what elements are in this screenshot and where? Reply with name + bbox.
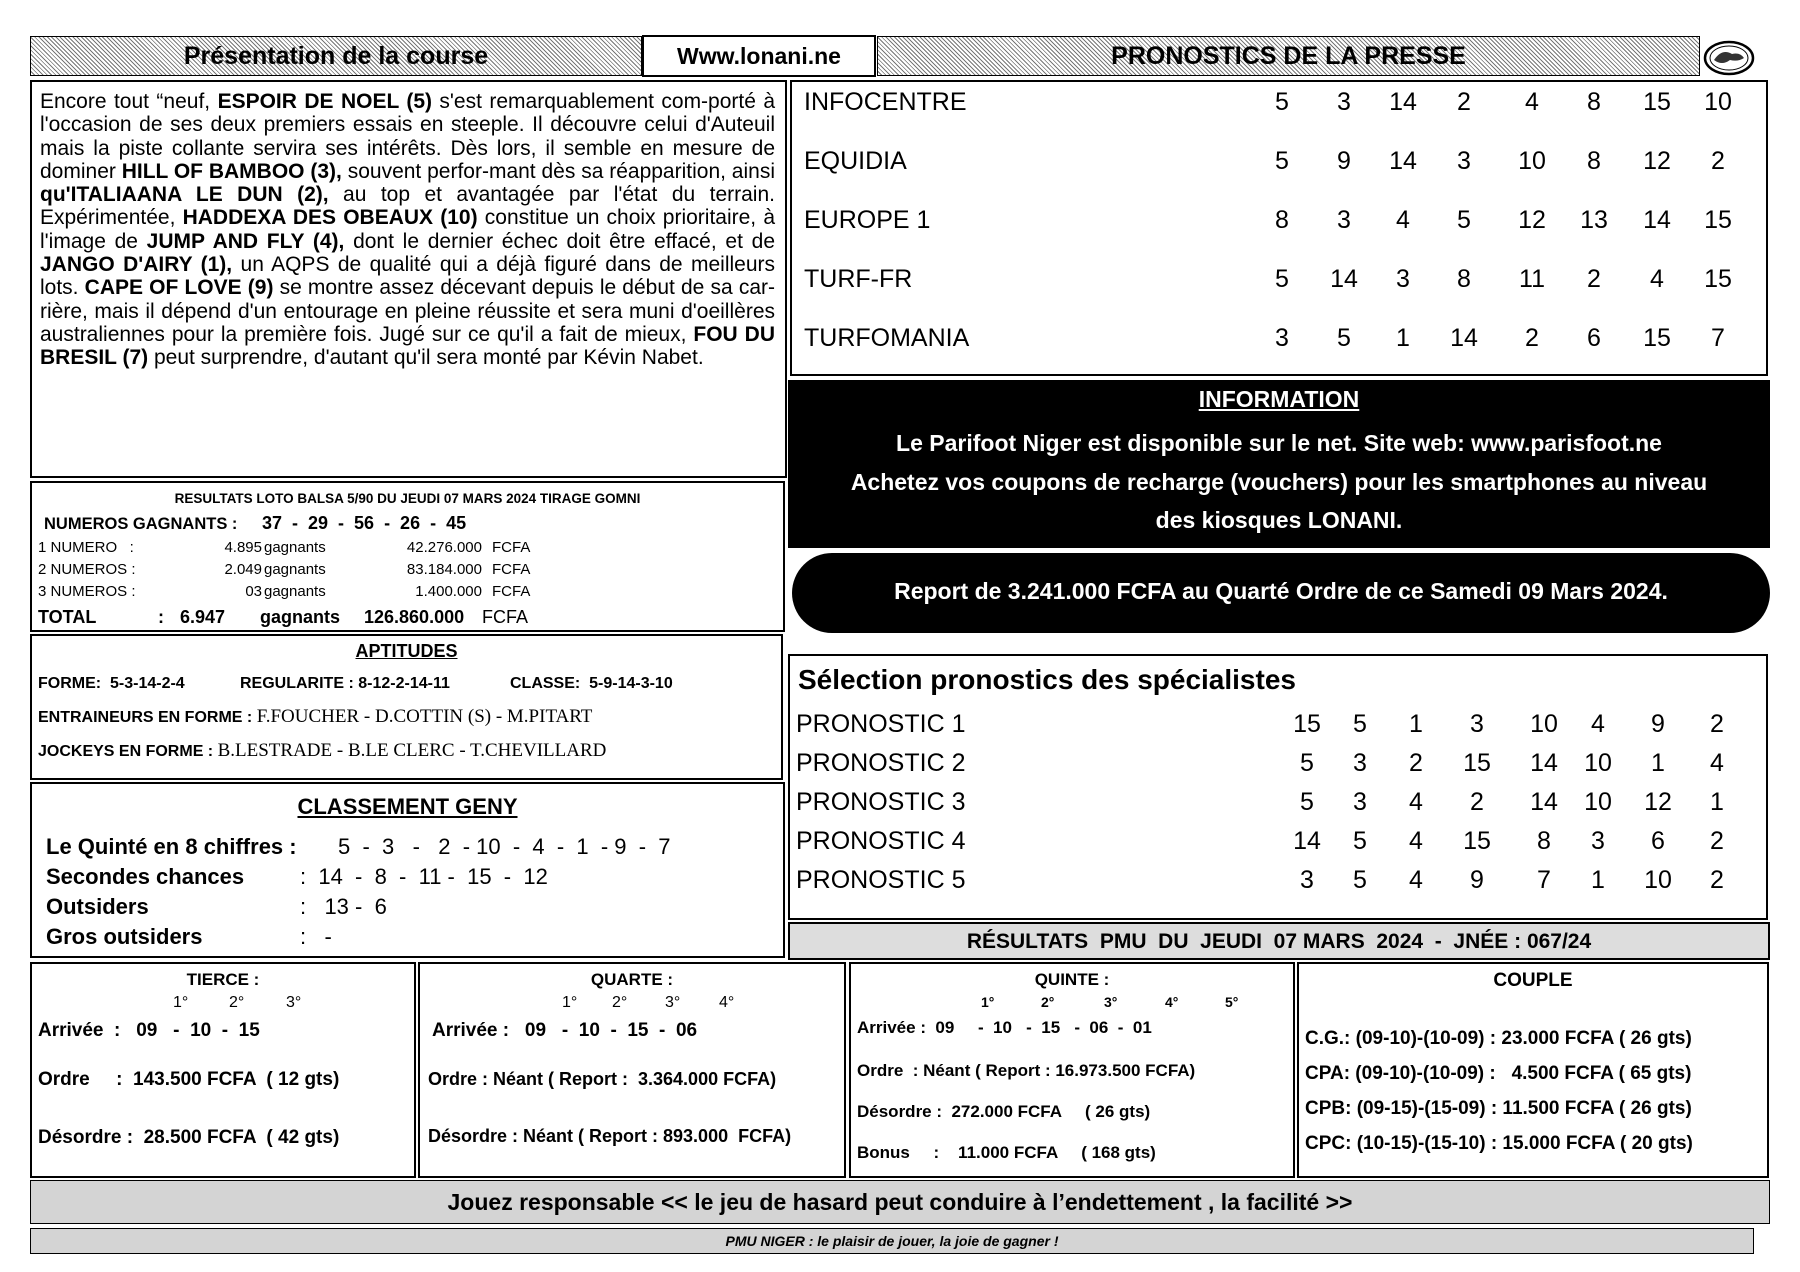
selection-number: 15 (1463, 749, 1491, 777)
press-source-name: TURF-FR (804, 265, 913, 293)
selection-pronostic-name: PRONOSTIC 3 (796, 788, 966, 816)
quinte-arrivee: Arrivée : 09 - 10 - 15 - 06 - 01 (857, 1018, 1152, 1037)
quinte-bonus: Bonus : 11.000 FCFA ( 168 gts) (857, 1143, 1156, 1162)
press-source-name: TURFOMANIA (804, 324, 970, 352)
press-row (804, 318, 1766, 358)
selection-number: 9 (1651, 710, 1665, 738)
report-text: Report de 3.241.000 FCFA au Quarté Ordre de ce Samedi 09 Mars 2024. (894, 578, 1668, 604)
tierce-place-2: 2° (229, 994, 245, 1011)
report-banner (792, 553, 1770, 633)
information-title: INFORMATION (1198, 386, 1360, 412)
selection-row (796, 823, 1796, 859)
quinte-place-2: 2° (1041, 994, 1055, 1010)
loto-winners-label: NUMEROS GAGNANTS : (44, 515, 238, 533)
press-number: 1 (1396, 324, 1410, 352)
loto-row-amount: 83.184.000 (406, 561, 482, 578)
selection-number: 2 (1409, 749, 1423, 777)
press-number: 10 (1704, 88, 1732, 116)
loto-total-colon: : (158, 607, 164, 627)
loto-row-word: gagnants (264, 561, 326, 578)
press-number: 3 (1457, 147, 1471, 175)
quarte-desordre: Désordre : Néant ( Report : 893.000 FCFA) (428, 1126, 792, 1146)
couple-box (1297, 962, 1769, 1178)
press-number: 3 (1337, 88, 1351, 116)
press-header (877, 36, 1700, 76)
loto-row-label: 2 NUMEROS : (38, 561, 136, 578)
selection-number: 14 (1293, 827, 1321, 855)
couple-cpa: CPA: (09-10)-(10-09) : 4.500 FCFA ( 65 gts) (1305, 1063, 1692, 1084)
press-number: 15 (1704, 206, 1732, 234)
information-line-1: Le Parifoot Niger est disponible sur le net. Site web: www.parisfoot.ne (896, 430, 1662, 456)
press-row (804, 259, 1766, 299)
press-number: 15 (1704, 265, 1732, 293)
selection-number: 2 (1710, 710, 1724, 738)
selection-number: 5 (1300, 749, 1314, 777)
selection-box (788, 654, 1768, 920)
loto-row-word: gagnants (264, 539, 326, 556)
aptitudes-classe-row: CLASSE: 5-9-14-3-10 (510, 675, 673, 692)
geny-row-value: : 13 - 6 (300, 894, 387, 919)
press-number: 2 (1457, 88, 1471, 116)
press-number: 2 (1587, 265, 1601, 293)
selection-row (796, 745, 1796, 781)
horse-espoir-de-noel: ESPOIR DE NOEL (5) (217, 90, 432, 113)
press-number: 14 (1450, 324, 1478, 352)
press-number: 9 (1337, 147, 1351, 175)
loto-row-word: gagnants (264, 583, 326, 600)
quarte-title: QUARTE : (590, 970, 674, 989)
selection-number: 1 (1651, 749, 1665, 777)
press-row (804, 141, 1766, 181)
quinte-place-1: 1° (981, 994, 995, 1010)
selection-number: 3 (1300, 866, 1314, 894)
presentation-text: Encore tout “neuf, ESPOIR DE NOEL (5) s'est remarquablement com-porté à l'occasion de ses deux premiers essais en steeple. Il découvre celui d'Auteuil mais la piste collante servira ses intérêts. Dès lors, il semble en mesure de dominer HILL OF BAMBOO (3), souvent perfor-mant dès sa réapparition, ainsi qu'ITALIAANA LE DUN (2), au top et avantagée par l'état du terrain. Expérimentée, HADDEXA DES OBEAUX (10) constitue un choix prioritaire, à l'image de JUMP AND FLY (4), dont le dernier échec doit être effacé, et de JANGO D'AIRY (1), un AQPS de qualité qui a déjà figuré dans de meilleurs lots. CAPE OF LOVE (9) se montre assez décevant depuis le début de sa car-rière, mais il dépend d'un entourage en pleine réussite et sera muni d'oeillères australiennes pour la première fois. Jugé sur ce qu'il a fait de mieux, FOU DU BRESIL (7) peut surprendre, d'autant qu'il sera monté par Kévin Nabet. (40, 90, 776, 370)
couple-cpc: CPC: (10-15)-(15-10) : 15.000 FCFA ( 20 gts) (1305, 1133, 1693, 1154)
selection-number: 4 (1710, 749, 1724, 777)
presentation-box (30, 80, 787, 478)
selection-number: 15 (1463, 827, 1491, 855)
loto-total-label: TOTAL (38, 607, 97, 627)
selection-number: 1 (1710, 788, 1724, 816)
selection-number: 4 (1409, 827, 1423, 855)
pmu-results-header (788, 922, 1770, 960)
quinte-desordre: Désordre : 272.000 FCFA ( 26 gts) (857, 1102, 1151, 1121)
horse-italiaana-le-dun: qu'ITALIAANA LE DUN (2), (40, 183, 329, 207)
press-source-name: EQUIDIA (804, 147, 907, 175)
selection-number: 5 (1353, 827, 1367, 855)
geny-box (30, 782, 785, 958)
geny-row-value: : 14 - 8 - 11 - 15 - 12 (300, 864, 548, 889)
selection-number: 2 (1470, 788, 1484, 816)
aptitudes-forme-row: FORME: 5-3-14-2-4 (38, 675, 185, 692)
quarte-arrivee: Arrivée : 09 - 10 - 15 - 06 (432, 1020, 698, 1041)
couple-cpb: CPB: (09-15)-(15-09) : 11.500 FCFA ( 26 gts) (1305, 1098, 1692, 1119)
selection-number: 3 (1353, 749, 1367, 777)
selection-pronostic-name: PRONOSTIC 2 (796, 749, 966, 777)
press-number: 6 (1587, 324, 1601, 352)
aptitudes-regularite-row: REGULARITE : 8-12-2-14-11 (240, 675, 450, 692)
selection-number: 1 (1591, 866, 1605, 894)
press-number: 11 (1519, 265, 1545, 293)
geny-row-label: Outsiders (46, 894, 149, 919)
selection-number: 8 (1537, 827, 1551, 855)
horse-cape-of-love: CAPE OF LOVE (9) (84, 276, 274, 300)
horse-fou-du-bresil: FOU DU BRESIL (7) (40, 322, 775, 370)
press-number: 5 (1275, 88, 1289, 116)
quinte-place-4: 4° (1165, 994, 1179, 1010)
press-number: 8 (1587, 147, 1601, 175)
selection-number: 4 (1591, 710, 1605, 738)
press-number: 5 (1457, 206, 1471, 234)
quinte-box (849, 962, 1295, 1178)
geny-title: CLASSEMENT GENY (297, 794, 518, 819)
selection-row (796, 784, 1796, 820)
selection-number: 10 (1530, 710, 1558, 738)
press-number: 15 (1643, 324, 1671, 352)
quarte-place-3: 3° (665, 994, 681, 1011)
selection-row (796, 706, 1796, 742)
quarte-place-1: 1° (562, 994, 578, 1011)
selection-title: Sélection pronostics des spécialistes (798, 664, 1296, 695)
selection-number: 9 (1470, 866, 1484, 894)
press-row (804, 200, 1766, 240)
tierce-arrivee: Arrivée : 09 - 10 - 15 (38, 1020, 260, 1041)
loto-row-cur: FCFA (492, 561, 531, 578)
press-number: 4 (1525, 88, 1539, 116)
quinte-place-3: 3° (1104, 994, 1118, 1010)
selection-number: 5 (1353, 710, 1367, 738)
tierce-box (30, 962, 416, 1178)
tierce-desordre: Désordre : 28.500 FCFA ( 42 gts) (38, 1127, 340, 1148)
quarte-place-4: 4° (719, 994, 735, 1011)
website-link[interactable]: Www.lonani.ne (677, 43, 841, 69)
loto-row-cur: FCFA (492, 539, 531, 556)
selection-number: 14 (1530, 749, 1558, 777)
press-number: 8 (1457, 265, 1471, 293)
press-number: 5 (1275, 147, 1289, 175)
tierce-ordre: Ordre : 143.500 FCFA ( 12 gts) (38, 1069, 340, 1090)
press-source-name: INFOCENTRE (804, 88, 967, 116)
couple-title: COUPLE (1493, 970, 1573, 991)
loto-row-count: 4.895 (224, 539, 262, 556)
press-number: 15 (1643, 88, 1671, 116)
press-number: 12 (1518, 206, 1546, 234)
geny-row-value: : - (300, 924, 332, 949)
selection-number: 3 (1353, 788, 1367, 816)
responsible-gaming-banner (30, 1180, 1770, 1224)
presentation-header (30, 36, 642, 76)
aptitudes-box (30, 634, 783, 780)
geny-row-label: Gros outsiders (46, 924, 203, 949)
loto-total-amount: 126.860.000 (364, 607, 465, 627)
horse-hill-of-bamboo: HILL OF BAMBOO (3), (121, 159, 342, 183)
selection-number: 1 (1409, 710, 1423, 738)
loto-total-word: gagnants (260, 607, 341, 627)
selection-number: 3 (1591, 827, 1605, 855)
loto-winning-numbers: 37 - 29 - 56 - 26 - 45 (262, 513, 467, 533)
quinte-ordre: Ordre : Néant ( Report : 16.973.500 FCFA) (857, 1061, 1196, 1080)
press-number: 2 (1525, 324, 1539, 352)
aptitudes-title: APTITUDES (355, 641, 458, 661)
press-number: 3 (1275, 324, 1289, 352)
selection-number: 2 (1710, 827, 1724, 855)
tierce-place-3: 3° (286, 994, 302, 1011)
press-number: 4 (1650, 265, 1664, 293)
press-number: 5 (1337, 324, 1351, 352)
selection-pronostic-name: PRONOSTIC 1 (796, 710, 966, 738)
press-source-name: EUROPE 1 (804, 206, 931, 234)
press-number: 12 (1643, 147, 1671, 175)
aptitudes-entraineurs-row: ENTRAINEURS EN FORME : F.FOUCHER - D.COTTIN (S) - M.PITART (38, 706, 593, 727)
slogan-text: PMU NIGER : le plaisir de jouer, la joie de gagner ! (725, 1233, 1059, 1249)
horse-haddexa-des-obeaux: HADDEXA DES OBEAUX (10) (182, 206, 478, 230)
presentation-title: Présentation de la course (183, 42, 489, 70)
quinte-title: QUINTE : (1034, 970, 1110, 989)
information-box (788, 380, 1770, 548)
selection-number: 12 (1644, 788, 1672, 816)
press-number: 8 (1587, 88, 1601, 116)
loto-total-currency: FCFA (482, 607, 529, 627)
press-number: 3 (1396, 265, 1410, 293)
quarte-place-2: 2° (612, 994, 628, 1011)
loto-row-count: 2.049 (224, 561, 262, 578)
responsible-gaming-text: Jouez responsable << le jeu de hasard peut conduire à l’endettement , la facilité >> (447, 1189, 1353, 1215)
selection-number: 7 (1537, 866, 1551, 894)
press-number: 8 (1275, 206, 1289, 234)
tierce-title: TIERCE : (186, 970, 260, 989)
selection-number: 2 (1710, 866, 1724, 894)
press-number: 3 (1337, 206, 1351, 234)
website-box (642, 35, 876, 77)
geny-row-label: Secondes chances (46, 864, 245, 889)
selection-number: 4 (1409, 788, 1423, 816)
press-number: 2 (1711, 147, 1725, 175)
selection-number: 10 (1584, 749, 1612, 777)
press-title: PRONOSTICS DE LA PRESSE (1111, 42, 1466, 70)
selection-number: 3 (1470, 710, 1484, 738)
press-number: 4 (1396, 206, 1410, 234)
selection-pronostic-name: PRONOSTIC 4 (796, 827, 966, 855)
selection-number: 14 (1530, 788, 1558, 816)
aptitudes-jockeys-row: JOCKEYS EN FORME : B.LESTRADE - B.LE CLERC - T.CHEVILLARD (38, 740, 607, 761)
loto-row-label: 1 NUMERO : (38, 539, 134, 556)
loto-row-amount: 1.400.000 (415, 583, 482, 600)
selection-number: 6 (1651, 827, 1665, 855)
quarte-box (418, 962, 846, 1178)
loto-total-count: 6.947 (180, 607, 226, 627)
information-line-2: Achetez vos coupons de recharge (vouchers) pour les smartphones au niveau (850, 469, 1708, 495)
selection-pronostic-name: PRONOSTIC 5 (796, 866, 966, 894)
loto-box (30, 481, 785, 632)
selection-row (796, 862, 1796, 898)
press-number: 14 (1330, 265, 1358, 293)
quinte-place-5: 5° (1225, 994, 1239, 1010)
loto-row-amount: 42.276.000 (406, 539, 482, 556)
geny-row-value: 5 - 3 - 2 - 10 - 4 - 1 - 9 - 7 (338, 834, 671, 859)
press-number: 10 (1518, 147, 1546, 175)
press-number: 14 (1389, 88, 1417, 116)
press-number: 7 (1711, 324, 1725, 352)
press-row (804, 82, 1766, 122)
selection-number: 5 (1353, 866, 1367, 894)
pmu-results-title: RÉSULTATS PMU DU JEUDI 07 MARS 2024 - JNÉE : 067/24 (966, 930, 1592, 953)
couple-cg: C.G.: (09-10)-(10-09) : 23.000 FCFA ( 26 gts) (1305, 1028, 1692, 1049)
press-number: 13 (1580, 206, 1608, 234)
horse-jango-d-airy: JANGO D'AIRY (1), (40, 253, 233, 277)
selection-number: 10 (1584, 788, 1612, 816)
loto-title: RESULTATS LOTO BALSA 5/90 DU JEUDI 07 MARS 2024 TIRAGE GOMNI (174, 491, 641, 506)
lonani-logo-icon (1702, 36, 1756, 76)
loto-row-cur: FCFA (492, 583, 531, 600)
press-table (790, 80, 1768, 376)
loto-row-count: 03 (245, 583, 262, 600)
selection-number: 15 (1293, 710, 1321, 738)
selection-number: 10 (1644, 866, 1672, 894)
geny-row-label: Le Quinté en 8 chiffres : (46, 834, 297, 859)
selection-number: 5 (1300, 788, 1314, 816)
horse-jump-and-fly: JUMP AND FLY (4), (146, 229, 345, 253)
press-number: 14 (1643, 206, 1671, 234)
quarte-ordre: Ordre : Néant ( Report : 3.364.000 FCFA) (428, 1069, 777, 1089)
information-line-3: des kiosques LONANI. (1155, 507, 1403, 533)
tierce-place-1: 1° (173, 994, 189, 1011)
slogan-bar (30, 1228, 1754, 1254)
press-number: 14 (1389, 147, 1417, 175)
loto-row-label: 3 NUMEROS : (38, 583, 136, 600)
press-number: 5 (1275, 265, 1289, 293)
selection-number: 4 (1409, 866, 1423, 894)
